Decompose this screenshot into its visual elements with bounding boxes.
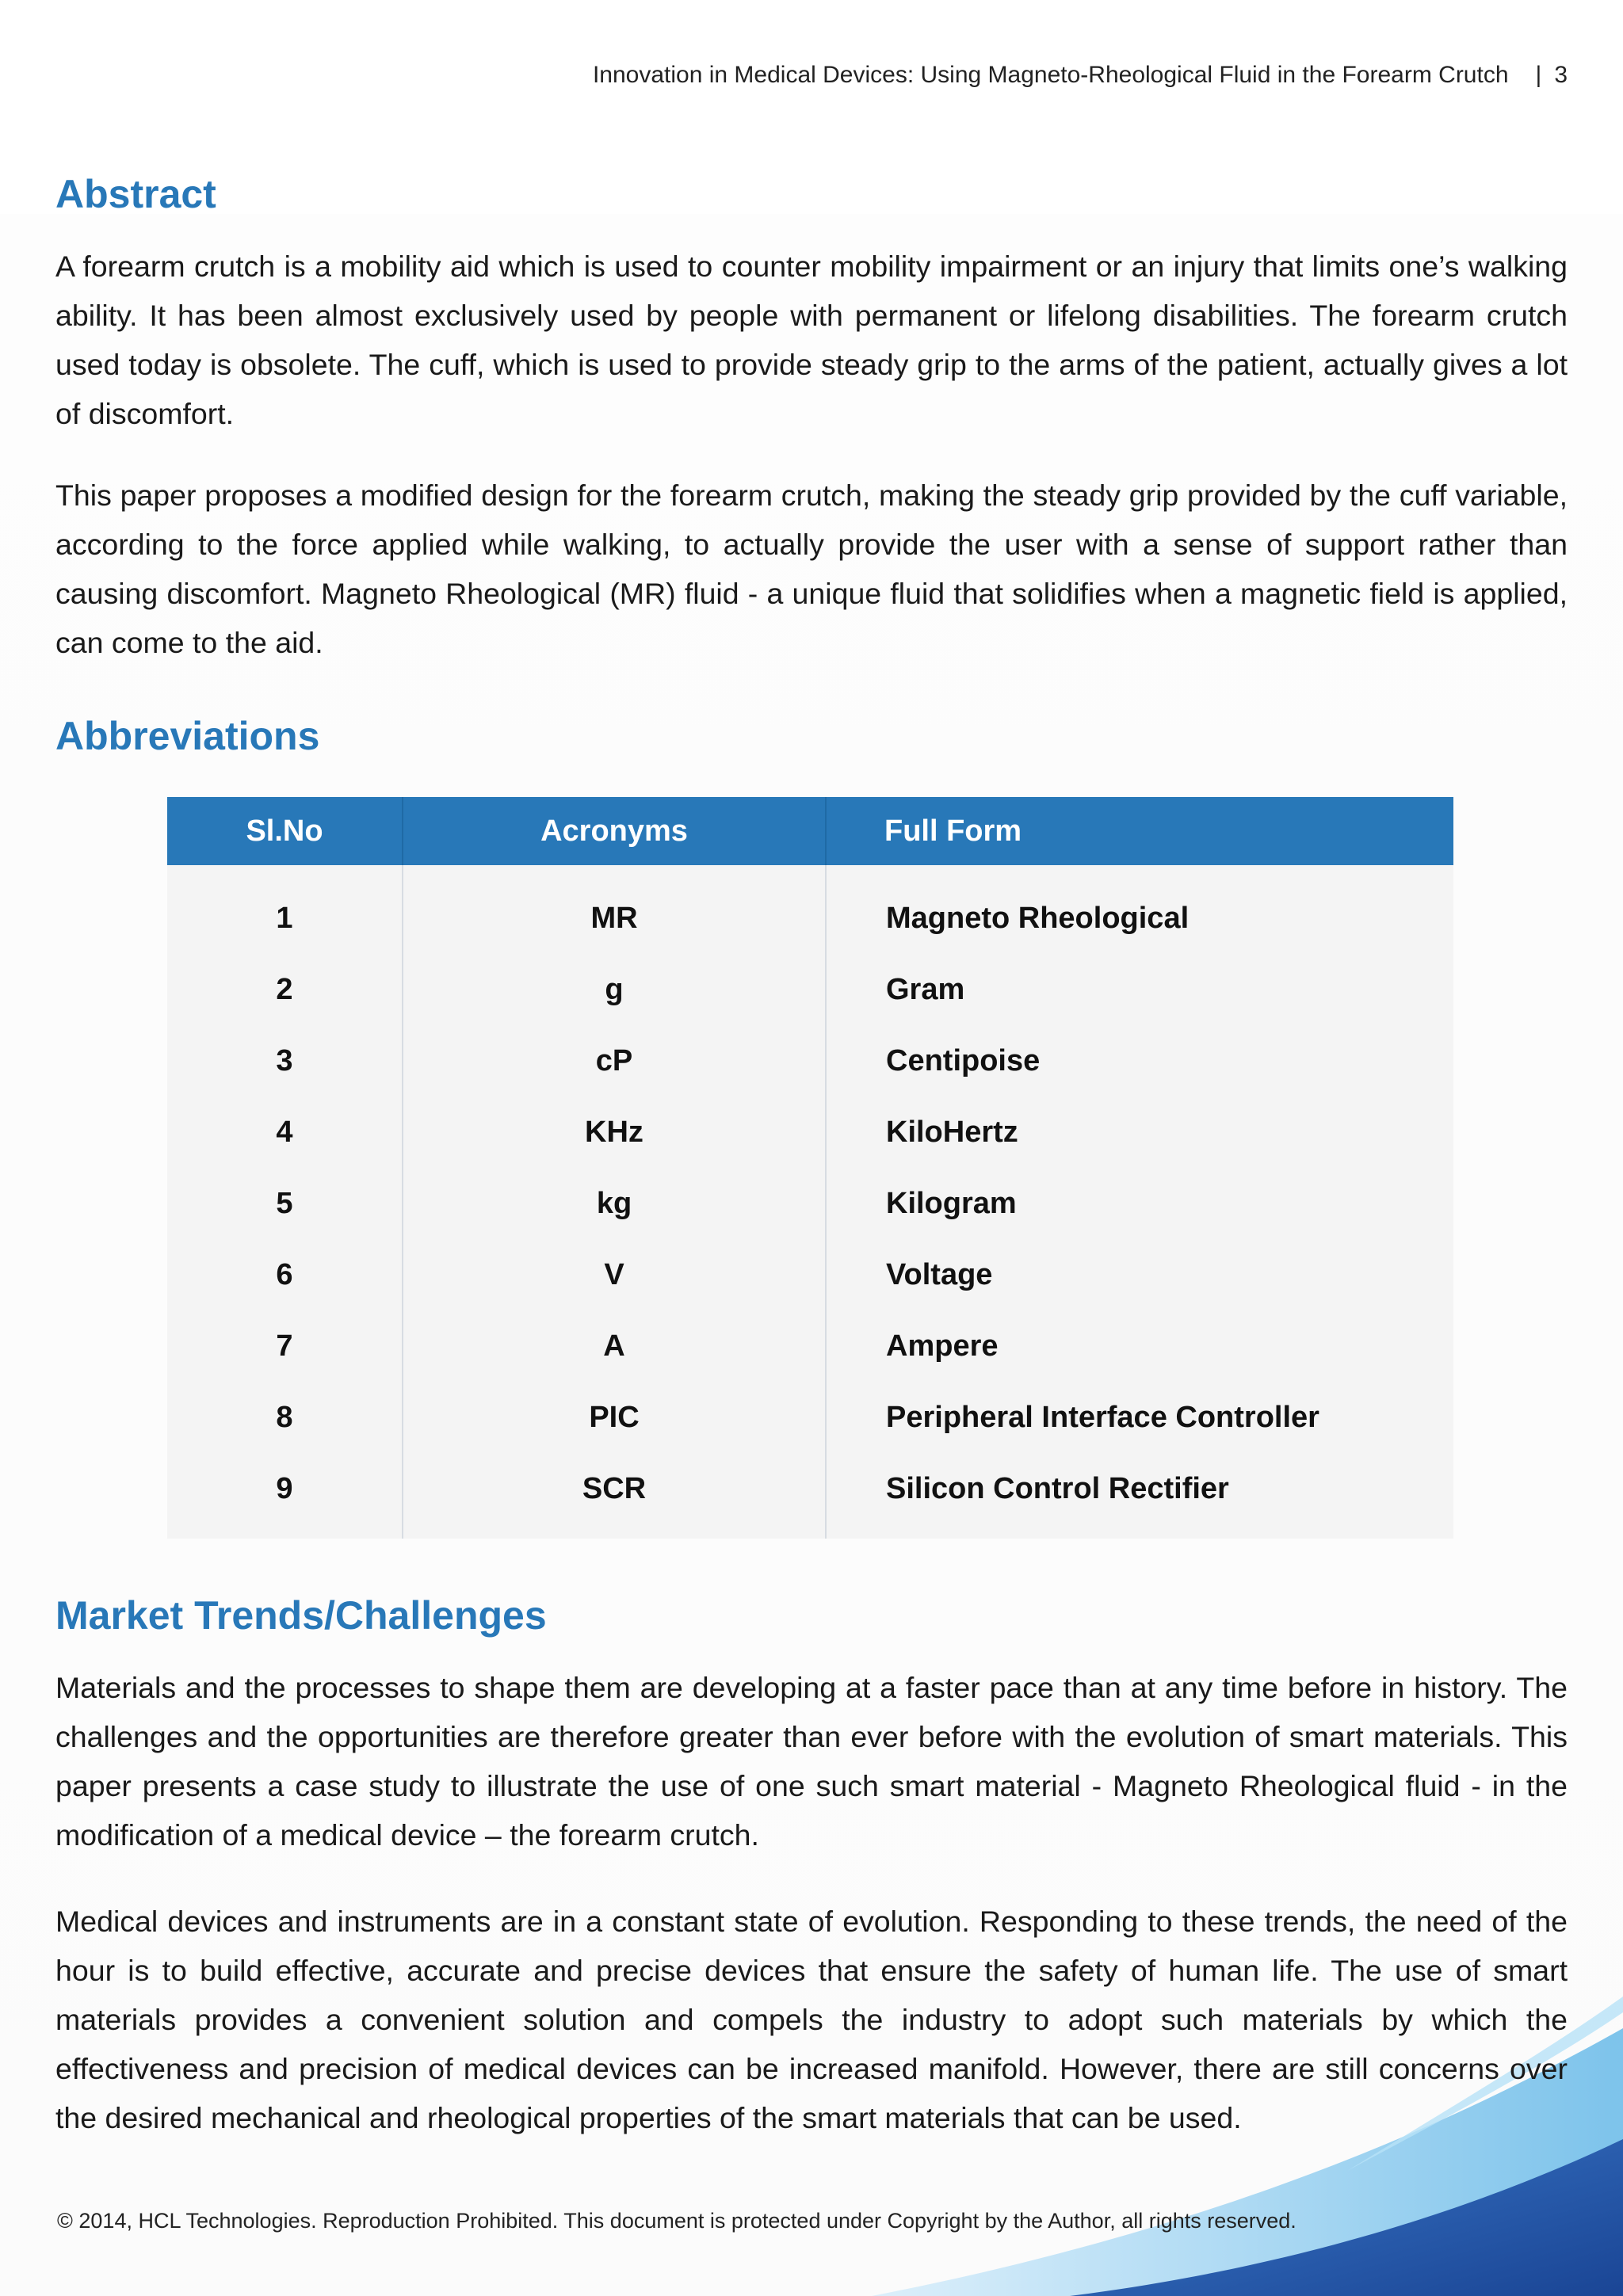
cell-full-form: Gram [886, 973, 965, 1006]
cell-slno: 7 [276, 1329, 293, 1363]
table-row [167, 1239, 1453, 1310]
cell-acronym: cP [595, 1044, 633, 1077]
table-row [167, 883, 1453, 954]
abstract-paragraph-2: This paper proposes a modified design for the forearm crutch, making the steady grip provided by the cuff variable, according to the force applied while walking, to actually provide the user with a sense of support rather than causing discomfort. Magneto Rheological (MR) fluid - a unique fluid that solidifies when a magnetic field is applied, can come to the aid. [55, 479, 1568, 659]
cell-slno: 2 [276, 973, 293, 1006]
table-row [167, 1097, 1453, 1168]
cell-slno: 5 [276, 1187, 293, 1220]
cell-acronym: V [604, 1258, 624, 1291]
cell-full-form: Ampere [886, 1329, 999, 1363]
table-row [167, 1168, 1453, 1239]
abbreviations-table [167, 797, 1453, 1539]
running-header [593, 62, 1568, 89]
header-divider [402, 797, 403, 865]
column-header-acronyms: Acronyms [540, 814, 688, 848]
market-trends-heading: Market Trends/Challenges [55, 1593, 547, 1638]
cell-acronym: KHz [585, 1116, 643, 1149]
table-row [167, 954, 1453, 1025]
cell-slno: 6 [276, 1258, 293, 1291]
cell-slno: 9 [276, 1472, 293, 1505]
table-header [167, 797, 1453, 865]
cell-slno: 1 [276, 902, 293, 935]
cell-acronym: PIC [589, 1401, 640, 1434]
table-row [167, 1453, 1453, 1524]
cell-full-form: Centipoise [886, 1044, 1041, 1077]
abbreviations-heading: Abbreviations [55, 714, 320, 758]
abstract-paragraph-1: A forearm crutch is a mobility aid which is used to counter mobility impairment or an injury that limits one’s walking ability. It has been almost exclusively used by people with permanent or lifelong disabilities. The forearm crutch used today is obsolete. The cuff, which is used to provide steady grip to the arms of the patient, actually gives a lot of discomfort. [55, 250, 1568, 430]
cell-full-form: Silicon Control Rectifier [886, 1472, 1229, 1505]
cell-full-form: Voltage [886, 1258, 993, 1291]
table-row [167, 1025, 1453, 1097]
abstract-heading: Abstract [55, 172, 216, 216]
page-number: 3 [1554, 62, 1568, 88]
table-row [167, 1382, 1453, 1453]
cell-acronym: MR [590, 902, 638, 935]
market-paragraph-1: Materials and the processes to shape them are developing at a faster pace than at any time before in history. The challenges and the opportunities are therefore greater than ever before with the evolution of smart materials. This paper presents a case study to illustrate the use of one such smart material - Magneto Rheological fluid - in the modification of a medical device – the forearm crutch. [55, 1671, 1568, 1852]
header-separator: | [1535, 62, 1542, 88]
market-paragraph-2: Medical devices and instruments are in a constant state of evolution. Responding to these trends, the need of the hour is to build effective, accurate and precise devices that ensure the safety of human life. The use of smart materials provides a convenient solution and compels the industry to adopt such materials by which the effectiveness and precision of medical devices can be increased manifold. However, there are still concerns over the desired mechanical and rheological properties of the smart materials that can be used. [55, 1905, 1568, 2134]
cell-acronym: kg [596, 1187, 632, 1220]
cell-full-form: KiloHertz [886, 1116, 1018, 1149]
cell-slno: 3 [276, 1044, 293, 1077]
column-header-full-form: Full Form [884, 814, 1022, 848]
cell-full-form: Magneto Rheological [886, 902, 1190, 935]
column-header-slno: Sl.No [246, 814, 323, 848]
header-divider [825, 797, 827, 865]
table-row [167, 1310, 1453, 1382]
cell-slno: 4 [276, 1116, 293, 1149]
cell-full-form: Kilogram [886, 1187, 1017, 1220]
copyright-footer: © 2014, HCL Technologies. Reproduction Prohibited. This document is protected under Copyright by the Author, all rights reserved. [57, 2209, 1296, 2233]
cell-acronym: A [603, 1329, 625, 1363]
cell-full-form: Peripheral Interface Controller [886, 1401, 1319, 1434]
cell-acronym: g [605, 973, 624, 1006]
cell-acronym: SCR [582, 1472, 647, 1505]
document-title: Innovation in Medical Devices: Using Magneto-Rheological Fluid in the Forearm Crutch [592, 62, 1509, 88]
cell-slno: 8 [276, 1401, 293, 1434]
